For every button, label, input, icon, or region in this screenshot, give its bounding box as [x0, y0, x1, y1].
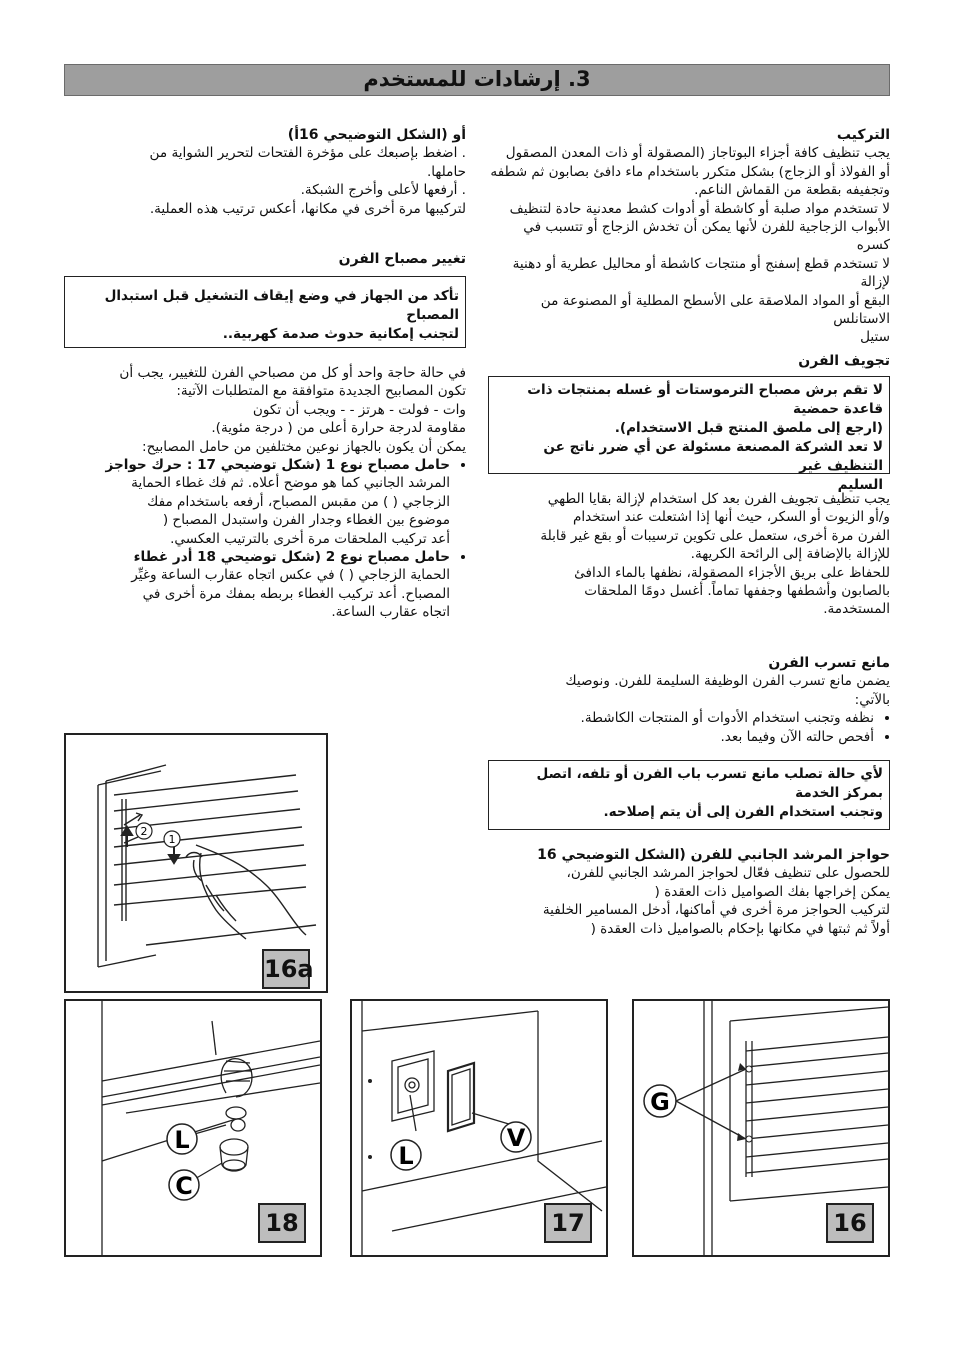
callout-1-label: 1 — [168, 833, 176, 846]
label-v: V — [506, 1124, 526, 1152]
text-line: الحماية الزجاجي ( ) في عكس اتجاه عقارب الساعة وغيِّر — [131, 567, 450, 584]
text-line: تكون المصابيح الجديدة متوافقة مع المتطلبات الآتية: — [176, 383, 466, 400]
text-line: . أرفعها لأعلى وأخرج الشبكة. — [300, 182, 466, 199]
figure-16 — [632, 999, 890, 1257]
warning-line: السليم — [837, 477, 883, 493]
text-line: وات - فولت - هرتز - - ويجب أن تكون — [252, 401, 466, 418]
warning-line: لتجنب إمكانية حدوث صدمة كهربية.. — [222, 326, 459, 342]
or-figure-heading: أو (الشكل التوضيحي 16أ) — [287, 127, 466, 143]
figure-16a-badge: 16a — [262, 949, 310, 989]
text-line: الفرن مرة أخرى، ستعمل على تكوين ترسيبات أو بقع غير قابلة — [540, 527, 890, 544]
text-line: يضمن مانع تسرب الفرن الوظيفة السليمة للفرن. ونوصيك — [565, 673, 890, 690]
text-line: ستيل — [860, 329, 890, 346]
text-line: يجب تنظيف كافة أجزاء البوتاجاز (المصقولة أو ذات المعدن المصقول — [505, 145, 890, 162]
text-line: المستخدمة. — [823, 601, 890, 618]
knurled-nut — [746, 1066, 752, 1072]
text-line: كسره — [856, 237, 890, 254]
figure-17 — [350, 999, 608, 1257]
list-item — [64, 548, 450, 622]
text-line: البقع أو المواد الملاصقة على الأسطح المطلية أو المصنوعة من الاستانلس — [540, 292, 890, 328]
figure-17-badge: 17 — [544, 1203, 592, 1243]
text-line: موضوع بين الغطاء وجدار الفرن واستبدل المصباح ( — [162, 512, 450, 529]
text-line: للحصول على تنظيف فعّال لحواجز المرشد الجانبي للفرن، — [566, 865, 890, 882]
side-guides-heading: حواجز المرشد الجانبي للفرن (الشكل التوضيحي 16 — [537, 847, 890, 863]
side-guides-section — [488, 846, 890, 938]
text-line: حامل مصباح نوع 2 (شكل توضيحي 18 أدر غطاء — [133, 549, 450, 566]
oven-seal-heading: مانع تسرب الفرن — [768, 655, 890, 671]
text-line: الأبواب الزجاجية للفرن لأنها يمكن أن تخدش الزجاج أو تتسبب في — [523, 219, 890, 236]
text-line: مقاومة لدرجة حرارة أعلى من ( درجة مئوية). — [211, 420, 466, 437]
right-column — [488, 126, 890, 347]
oven-cavity-warning-box — [488, 376, 890, 493]
text-line: أولاً ثم ثبتها في مكانها بإحكام بالصواميل ذات العقدة ( — [590, 920, 890, 937]
warning-line: لا تعد الشركة المصنعة مسئولة عن أي ضرر ناتج عن التنظيف غير — [543, 439, 883, 474]
text-line: المصباح. أعد تركيب الغطاء بربطه بمفك مرة أخرى في — [142, 585, 450, 602]
screw-dot — [368, 1155, 372, 1159]
text-line: لتركيب الحواجز مرة أخرى في أماكنها، أدخل المسامير الخلفية — [542, 902, 890, 919]
text-line: الزجاجي ( ) من مقبس المصباح، أرفعه باستخدام مفك — [147, 493, 450, 510]
text-line: لتركيبها مرة أخرى في مكانها، أعكس ترتيب هذه العملية. — [149, 200, 466, 217]
text-line: لا تستخدم قطع إسفنج أو منتجات كاشطة أو محاليل عطرية أو دهنية لإزالة — [512, 255, 890, 291]
warning-line: (ارجع إلى ملصق المنتج قبل الاستخدام). — [614, 420, 883, 436]
screw-dot — [368, 1079, 372, 1083]
oven-cavity-heading: تجويف الفرن — [798, 353, 890, 369]
lamp-holder-list — [64, 456, 466, 622]
text-line: اتجاه عقارب الساعة. — [331, 604, 450, 621]
list-item: • نظفه وتجنب استخدام الأدوات أو المنتجات الكاشطة. — [488, 709, 874, 727]
text-line: في حالة حاجة واحد أو كل من مصباحي الفرن للتغيير، يجب أن — [119, 365, 466, 381]
figure-16a — [64, 733, 328, 993]
text-line: وتجفيفه بقطعة من القماش الناعم. — [694, 182, 890, 199]
text-line: يجب تنظيف تجويف الفرن بعد كل استخدام لإزالة بقايا الطهي — [547, 491, 890, 507]
figure-16-badge: 16 — [826, 1203, 874, 1243]
label-l: L — [174, 1126, 190, 1154]
text-line: للإزالة بالإضافة إلى الرائحة الكريهة. — [690, 546, 890, 563]
lamp-section — [64, 250, 466, 268]
figure-18-badge: 18 — [258, 1203, 306, 1243]
text-line: بالصابون وأشطفها وجففها تماماً. أغسل دومًا الملحقات — [584, 583, 890, 600]
label-l: L — [398, 1142, 414, 1170]
oven-cavity-text — [488, 490, 890, 619]
text-line: حاملها. — [426, 163, 466, 180]
text-line: لا تستخدم مواد صلبة أو كاشطة أو أدوات كشط معدنية حادة لتنظيف — [509, 200, 890, 217]
oven-cavity-section — [488, 352, 890, 370]
list-item: • أفحص حالته الآن وفيما بعد. — [488, 728, 874, 746]
lamp-text — [64, 364, 466, 622]
arrow-head — [737, 1133, 746, 1141]
text-line: أعد تركيب الملحقات مرة أخرى بالترتيب العكسي. — [170, 530, 450, 547]
text-line: . اضغط بإصبعك على مؤخرة الفتحات لتحرير الشواية من — [149, 145, 466, 162]
grill-removal-section — [64, 126, 466, 218]
warning-line: لأي حالة تصلب مانع تسرب باب الفرن أو تلفه، اتصل بمركز الخدمة — [536, 766, 883, 801]
knurled-nut — [746, 1136, 752, 1142]
section-title: 3. إرشادات للمستخدم — [363, 67, 591, 91]
section-header-bar — [64, 64, 890, 96]
label-c: C — [175, 1172, 193, 1200]
figure-18 — [64, 999, 322, 1257]
text-line: بالآتي: — [854, 691, 890, 708]
oven-seal-section — [488, 654, 890, 746]
text-line: المرشد الجانبي كما هو موضح أعلاه. ثم فك غطاء الحماية — [131, 475, 450, 492]
text-line: للحفاظ على بريق الأجزاء المصقولة، نظفها بالماء الدافئ — [574, 564, 890, 581]
text-line: يمكن أن يكون بالجهاز نوعين مختلفين من حامل المصابيح: — [142, 438, 466, 455]
warning-line: وتجنب استخدام الفرن إلى أن يتم إصلاحه. — [603, 804, 883, 820]
seal-bullet-list — [488, 709, 890, 746]
lamp-heading: تغيير مصباح الفرن — [338, 251, 466, 267]
text-line: يمكن إخراجها بفك الصواميل ذات العقدة ( — [654, 883, 890, 900]
text-line: و/أو الزيوت أو السكر، حيث أنها إذا اشتعلت عند استخدام — [572, 509, 890, 526]
installation-heading: التركيب — [836, 127, 890, 143]
list-item — [64, 456, 450, 548]
text-line: أو الفولاذ أو الزجاج) بشكل متكرر باستخدام ماء دافئ بصابون ثم شطفه — [490, 163, 890, 180]
lamp-warning-box — [64, 276, 466, 348]
warning-line: لا تقم برش مصباح الترموستات أو غسله بمنتجات ذات قاعدة حمضية — [527, 382, 883, 417]
callout-2-label: 2 — [140, 825, 148, 838]
label-g: G — [650, 1088, 670, 1116]
warning-line: تأكد من الجهاز في وضع إيقاف التشغيل قبل استبدال المصباح — [104, 288, 459, 323]
text-line: حامل مصباح نوع 1 (شكل توضيحي 17 : حرك حواجز — [105, 457, 450, 474]
oven-seal-warning-box — [488, 760, 890, 830]
